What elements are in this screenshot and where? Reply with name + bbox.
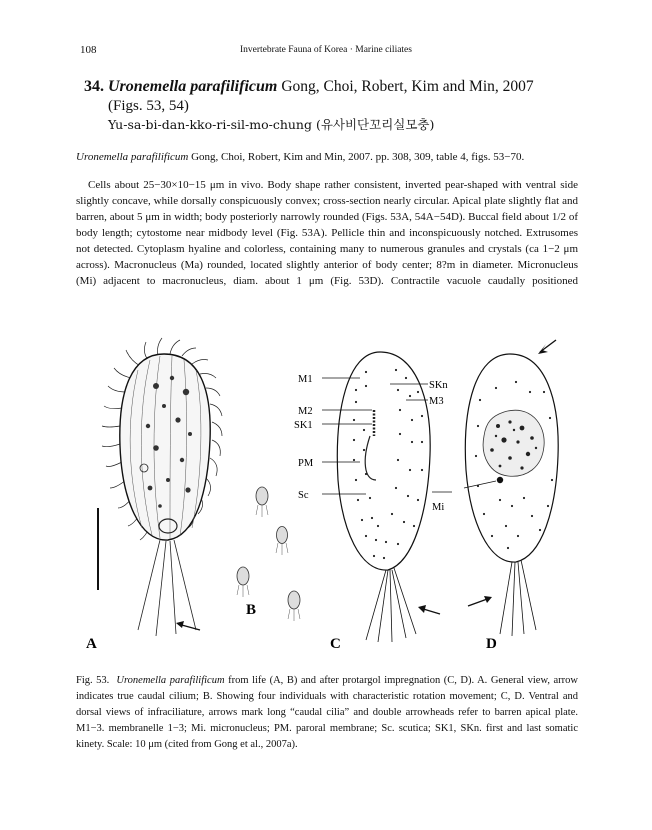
panel-label-a: A	[86, 636, 97, 652]
citation-text: Gong, Choi, Robert, Kim and Min, 2007. pp. 308, 309, table 4, figs. 53−70.	[188, 151, 525, 163]
panel-c-ventral-view	[337, 352, 440, 642]
species-heading	[84, 78, 534, 96]
citation-species: Uronemella parafilificum	[76, 151, 189, 163]
korean-name: Yu-sa-bi-dan-kko-ri-sil-mo-chung (유사비단꼬리실모충)	[108, 117, 435, 132]
description	[76, 177, 578, 289]
label-pm: PM	[298, 458, 314, 469]
description-paragraph: Cells about 25−30×10−15 μm in vivo. Body shape rather consistent, inverted pear-shaped with ventral side slightly concave, while dorsally conspicuously convex; cross-section nearly circular. Apical plate slightly flat and barren, about 5 μm in width; body posteriorly narrowly rounded (Figs. 53A, 54A−54D). Buccal field about 1/2 of body length; cytostome near midbody level (Fig. 53A). Pellicle thin and inconspicuously notched. Extrusomes not detected. Cytoplasm hyaline and colorless, containing many to numerous granules and crystals (ca 1−2 μm across). Macronucleus (Ma) rounded, located slightly anterior of body center; 8?m in diameter. Micronucleus (Mi) adjacent to macronucleus, diam. about 1 μm (Fig. 53D). Contractile vacuole caudally positioned	[76, 179, 578, 287]
caption-species: Uronemella parafilificum	[116, 675, 225, 686]
figure-53	[60, 330, 600, 660]
entry-number: 34.	[84, 78, 104, 95]
running-title: Invertebrate Fauna of Korea · Marine ciliates	[240, 45, 412, 55]
label-mi: Mi	[432, 502, 445, 513]
label-m1: M1	[298, 374, 313, 385]
panel-d-dorsal-view	[464, 340, 558, 636]
label-sc: Sc	[298, 490, 309, 501]
panel-b-individuals	[237, 487, 300, 609]
figure-reference: (Figs. 53, 54)	[108, 98, 189, 114]
caption-paragraph	[76, 673, 578, 753]
page-number: 108	[80, 44, 97, 56]
panel-a-cell-drawing	[98, 338, 222, 636]
panel-d-micronucleus	[497, 477, 503, 483]
panel-label-c: C	[330, 636, 341, 652]
label-sk1: SK1	[294, 420, 313, 431]
panel-label-b: B	[246, 602, 257, 618]
species-authors: Gong, Choi, Robert, Kim and Min, 2007	[281, 78, 534, 95]
label-skn: SKn	[429, 380, 448, 391]
caption-text: from life (A, B) and after protargol impregnation (C, D). A. General view, arrow indicates true caudal cilium; B. Showing four individuals with characteristic rotation movement; C, D. Ventral and dorsal views of infraciliature, arrows mark long “caudal cilia” and double arrowheads refer to barren apical plate. M1−3. membranelle 1−3; Mi. micronucleus; PM. paroral membrane; Sc. scutica; SK1, SKn. first and last somatic kinety. Scale: 10 μm (cited from Gong et al., 2007a).	[76, 675, 579, 750]
figure-caption	[76, 673, 578, 753]
label-m3: M3	[429, 396, 444, 407]
citation	[76, 150, 524, 164]
panel-label-d: D	[486, 636, 497, 652]
caption-fig-label: Fig. 53.	[76, 675, 110, 686]
label-m2: M2	[298, 406, 313, 417]
species-name: Uronemella parafilificum	[108, 78, 278, 95]
